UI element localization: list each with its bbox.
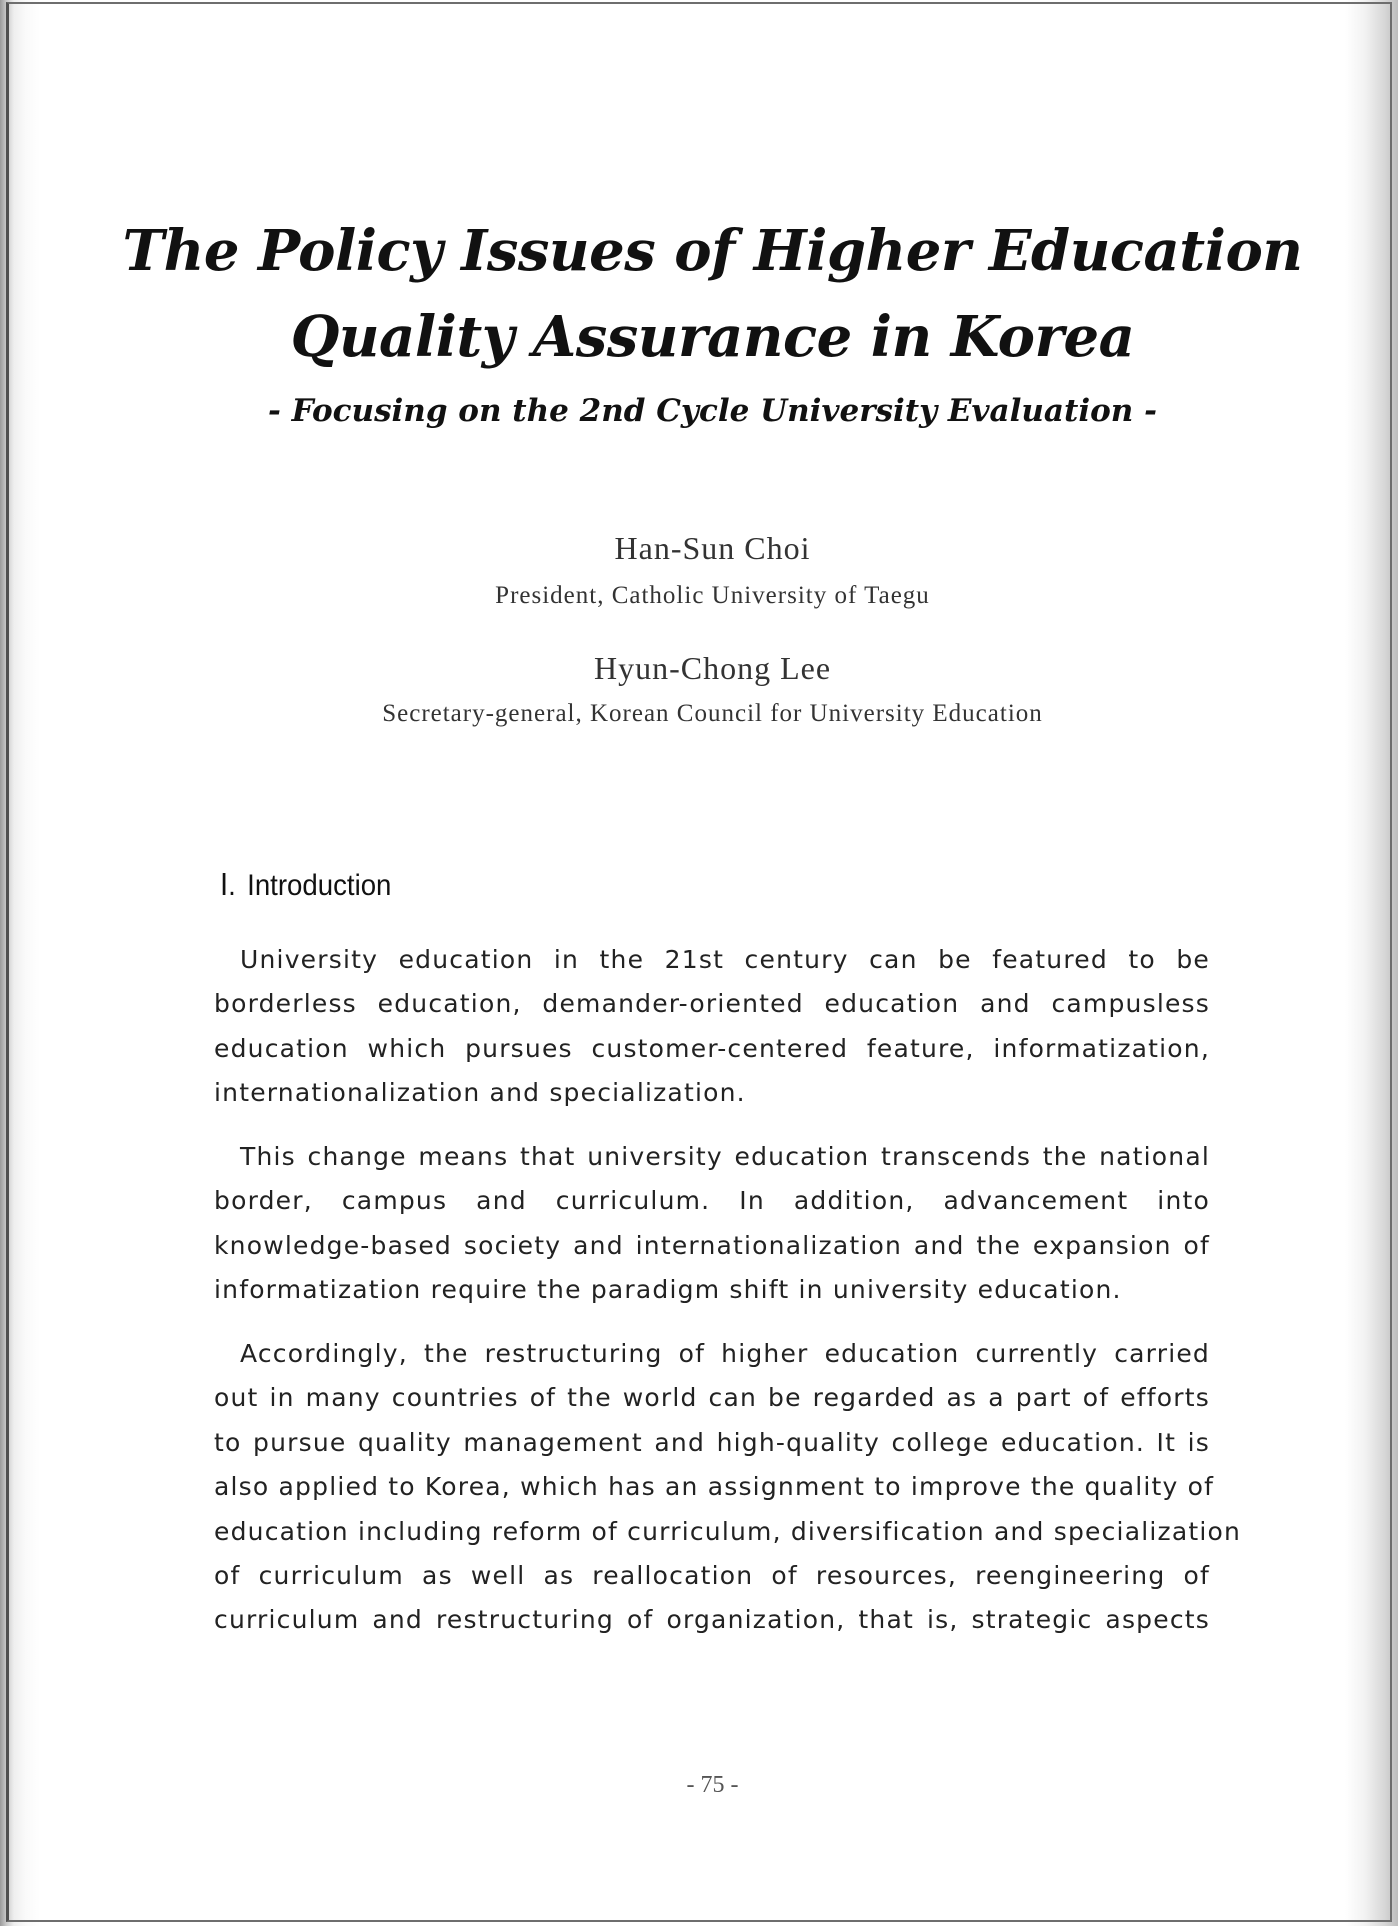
paragraph-line: also applied to Korea, which has an assignment to improve the quality of (214, 1472, 1215, 1502)
paragraph-line: This change means that university education transcends the national (240, 1142, 1210, 1171)
paragraph-line: curriculum and restructuring of organization, that is, strategic aspects (214, 1605, 1210, 1635)
paragraph-line: knowledge-based society and internationalization and the expansion of (214, 1230, 1210, 1260)
subtitle: - Focusing on the 2nd Cycle University Evaluation - (268, 393, 1157, 429)
paragraph-1 (214, 938, 1210, 1116)
paragraph-line: Accordingly, the restructuring of higher education currently carried (240, 1339, 1210, 1368)
paragraph-3 (214, 1332, 1242, 1643)
paragraph-line: border, campus and curriculum. In addition, advancement into (214, 1186, 1210, 1216)
title-line-2: Quality Assurance in Korea (290, 304, 1135, 370)
paragraph-line: informatization require the paradigm shift in university education. (214, 1275, 1122, 1305)
paragraph-line: borderless education, demander-oriented education and campusless (214, 989, 1210, 1019)
paragraph-line: of curriculum as well as reallocation of resources, reengineering of (214, 1561, 1210, 1591)
author-1-name: Han-Sun Choi (614, 530, 811, 566)
title-line-1: The Policy Issues of Higher Education (122, 218, 1303, 284)
section-heading (220, 868, 391, 903)
author-2-name: Hyun-Chong Lee (593, 650, 832, 686)
section-title: Introduction (247, 869, 392, 902)
paragraph-line: education which pursues customer-centered feature, informatization, (214, 1033, 1210, 1063)
paragraph-line: out in many countries of the world can be regarded as a part of efforts (214, 1383, 1210, 1413)
paragraph-line: internationalization and specialization. (214, 1078, 746, 1108)
paragraph-line: to pursue quality management and high-quality college education. It is (214, 1427, 1210, 1457)
paragraph-line: education including reform of curriculum, diversification and specialization (214, 1516, 1242, 1546)
paragraph-2 (214, 1135, 1210, 1313)
author-1-affiliation: President, Catholic University of Taegu (495, 582, 930, 609)
page-number: - 75 - (686, 1772, 739, 1798)
author-2-affiliation: Secretary-general, Korean Council for University Education (382, 700, 1043, 727)
paragraph-line: University education in the 21st century can be featured to be (240, 945, 1210, 974)
section-number: Ⅰ. (220, 869, 236, 902)
